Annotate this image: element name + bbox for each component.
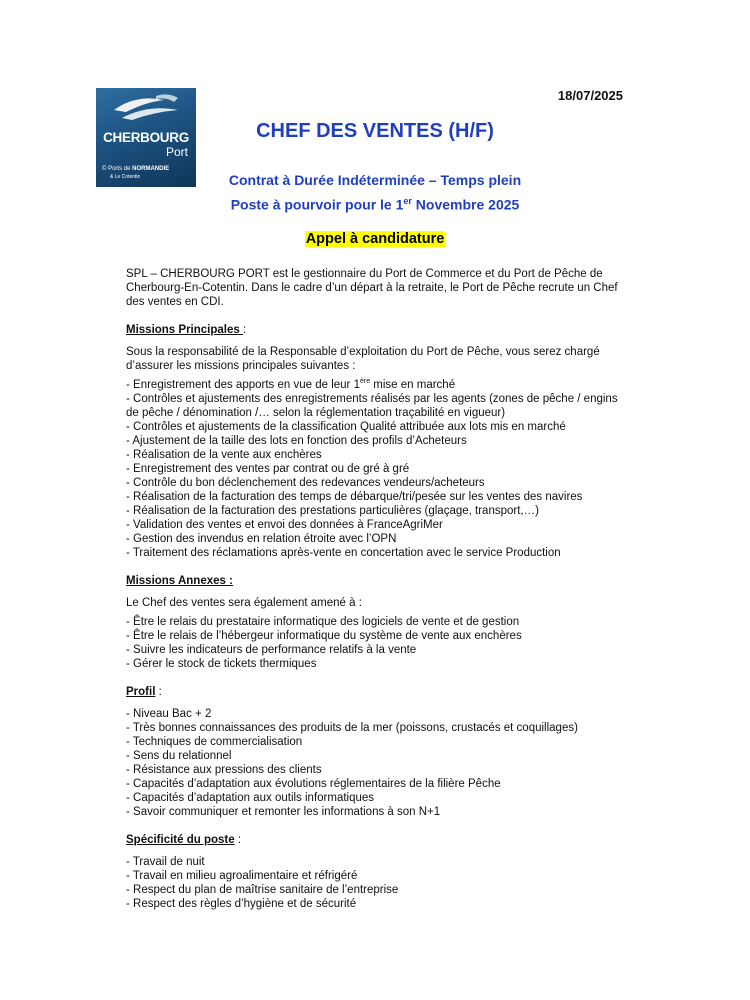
missions-principales-list <box>126 378 626 560</box>
logo-credit-line-2: & Le Cotentin <box>110 174 141 180</box>
list-item: - Être le relais de l’hébergeur informatique du système de vente aux enchères <box>126 630 522 642</box>
logo-credit-line: © Ports de NORMANDIE <box>102 166 170 172</box>
list-item: - Savoir communiquer et remonter les informations à son N+1 <box>126 806 441 818</box>
list-item: - Respect des règles d’hygiène et de sécurité <box>126 898 357 910</box>
missions-annexes-heading: Missions Annexes : <box>126 575 233 587</box>
list-item: - Contrôle du bon déclenchement des redevances vendeurs/acheteurs <box>126 477 485 489</box>
list-item: - Techniques de commercialisation <box>126 736 303 748</box>
profil-heading: Profil : <box>126 686 162 698</box>
document-date: 18/07/2025 <box>557 88 623 103</box>
contract-line: Contrat à Durée Indéterminée – Temps plein <box>228 172 522 188</box>
list-item: - Gestion des invendus en relation étroite avec l’OPN <box>126 533 397 545</box>
missions-annexes-list <box>126 615 626 671</box>
list-item: - Travail de nuit <box>126 856 205 868</box>
list-item: - Niveau Bac + 2 <box>126 708 212 720</box>
call-for-applications-label: Appel à candidature <box>305 231 445 247</box>
logo-name: CHERBOURG <box>103 130 189 145</box>
list-item: - Réalisation de la facturation des prestations particulières (glaçage, transport,…) <box>126 505 539 517</box>
list-item: - Capacités d’adaptation aux évolutions réglementaires de la filière Pêche <box>126 778 501 790</box>
missions-principales-lead: Sous la responsabilité de la Responsable d’exploitation du Port de Pêche, vous serez chargé d’assurer les missions principales suivantes : <box>126 346 600 372</box>
list-item: - Enregistrement des apports en vue de leur 1ère mise en marché <box>126 378 456 391</box>
list-item: - Travail en milieu agroalimentaire et réfrigéré <box>126 870 358 882</box>
list-item: - Capacités d’adaptation aux outils informatiques <box>126 792 375 804</box>
intro-paragraph: SPL – CHERBOURG PORT est le gestionnaire du Port de Commerce et du Port de Pêche de Cherbourg-En-Cotentin. Dans le cadre d’un départ à la retraite, le Port de Pêche recrute un Chef des ventes en CDI. <box>126 268 618 308</box>
list-item: - Résistance aux pressions des clients <box>126 764 322 776</box>
call-for-applications <box>0 230 750 248</box>
list-item: - Suivre les indicateurs de performance relatifs à la vente <box>126 644 417 656</box>
list-item: - Respect du plan de maîtrise sanitaire de l’entreprise <box>126 884 399 896</box>
list-item: - Gérer le stock de tickets thermiques <box>126 658 317 670</box>
job-title: CHEF DES VENTES (H/F) <box>256 120 494 142</box>
list-item: - Sens du relationnel <box>126 750 232 762</box>
list-item: - Être le relais du prestataire informatique des logiciels de vente et de gestion <box>126 616 520 628</box>
profil-list <box>126 707 626 819</box>
missions-annexes-lead: Le Chef des ventes sera également amené à : <box>126 597 362 609</box>
specificite-heading: Spécificité du poste : <box>126 834 242 846</box>
list-item: - Contrôles et ajustements de la classification Qualité attribuée aux lots mis en marché <box>126 421 566 433</box>
list-item: - Contrôles et ajustements des enregistrements réalisés par les agents (zones de pêche / engins de pêche / dénomination /… selon la réglementation traçabilité en vigueur) <box>126 393 618 419</box>
position-date-line: Poste à pourvoir pour le 1er Novembre 2025 <box>230 196 520 213</box>
document-body <box>126 267 626 911</box>
list-item: - Traitement des réclamations après-vente en concertation avec le service Production <box>126 547 561 559</box>
list-item: - Validation des ventes et envoi des données à FranceAgriMer <box>126 519 443 531</box>
logo-port: Port <box>165 145 188 159</box>
list-item: - Très bonnes connaissances des produits de la mer (poissons, crustacés et coquillages) <box>126 722 578 734</box>
list-item: - Ajustement de la taille des lots en fonction des profils d’Acheteurs <box>126 435 467 447</box>
list-item: - Réalisation de la vente aux enchères <box>126 449 322 461</box>
list-item: - Enregistrement des ventes par contrat ou de gré à gré <box>126 463 410 475</box>
missions-principales-heading: Missions Principales : <box>126 324 247 336</box>
list-item: - Réalisation de la facturation des temps de débarque/tri/pesée sur les ventes des navires <box>126 491 583 503</box>
specificite-list <box>126 855 626 911</box>
